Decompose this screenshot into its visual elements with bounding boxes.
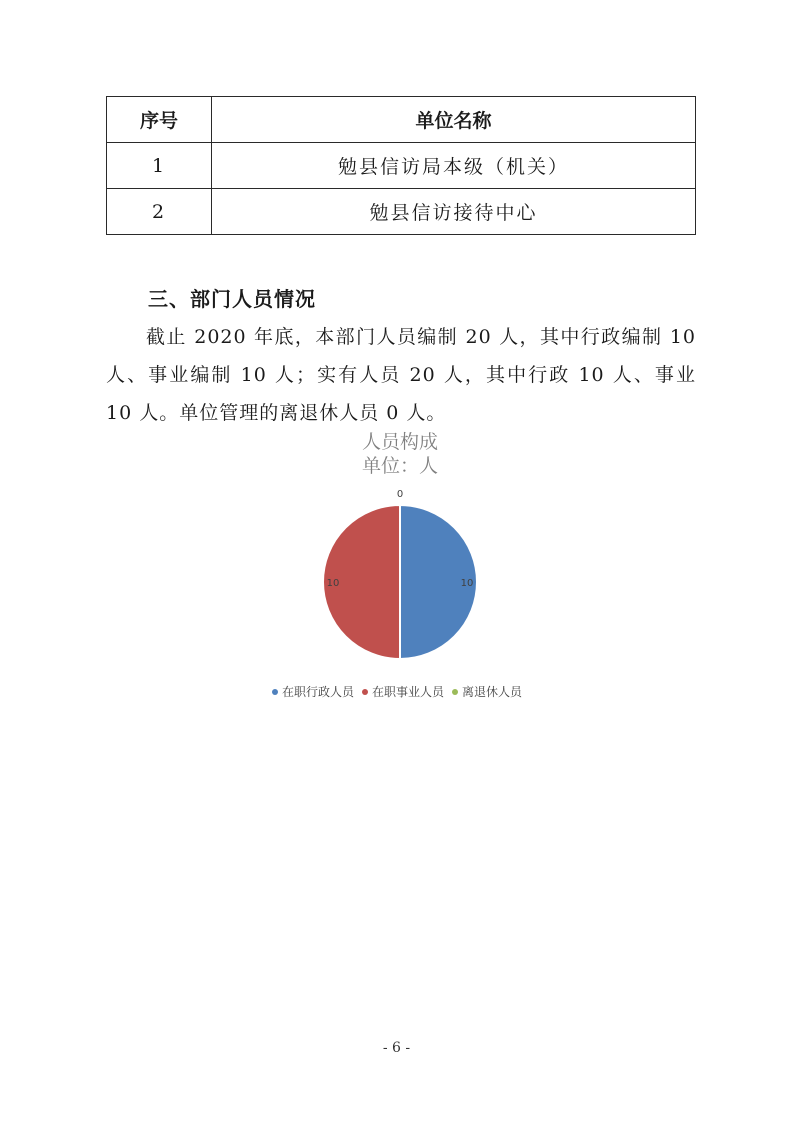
pie-chart-svg bbox=[268, 420, 532, 712]
legend-label: 离退休人员 bbox=[462, 685, 523, 699]
chart-title: 人员构成 bbox=[361, 431, 439, 453]
table-row bbox=[107, 189, 696, 235]
pie-data-label: 10 bbox=[460, 578, 474, 589]
table-row bbox=[107, 143, 696, 189]
section-heading: 三、部门人员情况 bbox=[148, 287, 316, 311]
legend-marker bbox=[452, 689, 458, 695]
legend-label: 在职事业人员 bbox=[372, 685, 445, 699]
header-unit-name: 单位名称 bbox=[212, 97, 696, 143]
row-index: 2 bbox=[107, 189, 212, 235]
row-unit-name: 勉县信访接待中心 bbox=[212, 189, 696, 235]
row-unit-name: 勉县信访局本级（机关） bbox=[212, 143, 696, 189]
chart-legend bbox=[272, 684, 523, 699]
unit-table bbox=[106, 96, 696, 235]
section-paragraph: 截止 2020 年底，本部门人员编制 20 人，其中行政编制 10 人、事业编制 10 人；实有人员 20 人，其中行政 10 人、事业 10 人。单位管理的离退休人员 0 人。 bbox=[106, 326, 696, 424]
pie-data-label: 0 bbox=[396, 489, 404, 500]
chart-subtitle: 单位：人 bbox=[361, 455, 439, 477]
legend-marker bbox=[362, 689, 368, 695]
header-index: 序号 bbox=[107, 97, 212, 143]
legend-marker bbox=[272, 689, 278, 695]
pie-slices bbox=[323, 505, 477, 659]
legend-label: 在职行政人员 bbox=[282, 685, 355, 699]
page-number: - 6 - bbox=[382, 1040, 411, 1056]
pie-data-label: 10 bbox=[326, 578, 340, 589]
row-index: 1 bbox=[107, 143, 212, 189]
table-header-row bbox=[107, 97, 696, 143]
pie-chart bbox=[268, 420, 532, 712]
